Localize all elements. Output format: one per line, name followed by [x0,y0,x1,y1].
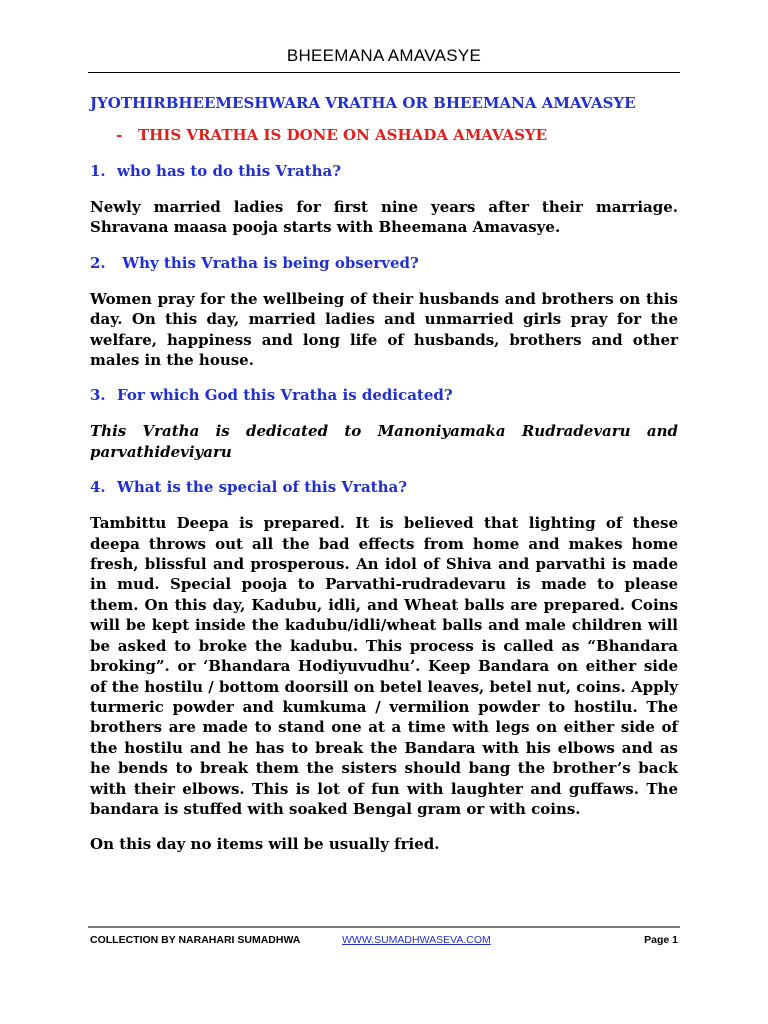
question-number: 2. [90,253,106,272]
answer-paragraph-2: Women pray for the wellbeing of their husbands and brothers on this day. On this day, married ladies and unmarried girls pray for the welfare, happiness and long life of husbands, brothers and other males in the house. [90,289,678,370]
question-text: Why this Vratha is being observed? [117,253,419,272]
question-number: 4. [90,478,106,497]
document-body [90,92,678,855]
footer-website-link[interactable]: WWW.SUMADHWASEVA.COM [342,934,491,946]
document-subtitle [90,124,678,146]
footer-divider [88,926,680,928]
subtitle-dash: - [116,126,123,144]
footer-credit: COLLECTION BY NARAHARI SUMADHWA [90,934,301,946]
question-heading-2 [90,252,678,274]
closing-paragraph: On this day no items will be usually fried. [90,835,440,854]
question-heading-4 [90,476,678,498]
document-title: JYOTHIRBHEEMESHWARA VRATHA OR BHEEMANA AMAVASYE [90,94,636,112]
answer-paragraph-3: This Vratha is dedicated to Manoniyamaka Rudradevaru and parvathideviyaru [90,422,678,461]
question-heading-1 [90,160,678,182]
question-number: 1. [90,162,106,180]
question-number: 3. [90,386,106,405]
subtitle-text: THIS VRATHA IS DONE ON ASHADA AMAVASYE [138,126,548,144]
page-number: Page 1 [644,934,678,946]
page-header: BHEEMANA AMAVASYE [286,46,482,65]
header-divider [88,72,680,73]
question-text: For which God this Vratha is dedicated? [117,386,453,405]
answer-paragraph-4: Tambittu Deepa is prepared. It is believed that lighting of these deepa throws out all the bad effects from home and makes home fresh, blissful and prosperous. An idol of Shiva and parvathi is made in mud. Special pooja to Parvathi-rudradevaru is made to please them. On this day, Kadubu, idli, and Wheat balls are prepared. Coins will be kept inside the kadubu/idli/wheat balls and male children will be asked to broke the kadubu. This process is called as “Bhandara broking”. or ‘Bhandara Hodiyuvudhu’. Keep Bandara on either side of the hostilu / bottom doorsill on betel leaves, betel nut, coins. Apply turmeric powder and kumkuma / vermilion powder to hostilu. The brothers are made to stand one at a time with legs on either side of the hostilu and he has to break the Bandara with his elbows and as he bends to break them the sisters should bang the brother’s back with their elbows. This is lot of fun with laughter and guffaws. The bandara is stuffed with soaked Bengal gram or with coins. [90,514,678,818]
question-heading-3 [90,384,678,406]
question-text: What is the special of this Vratha? [117,478,408,497]
answer-paragraph-1: Newly married ladies for first nine years after their marriage. Shravana maasa pooja starts with Bheemana Amavasye. [90,198,678,237]
question-text: who has to do this Vratha? [117,162,342,180]
